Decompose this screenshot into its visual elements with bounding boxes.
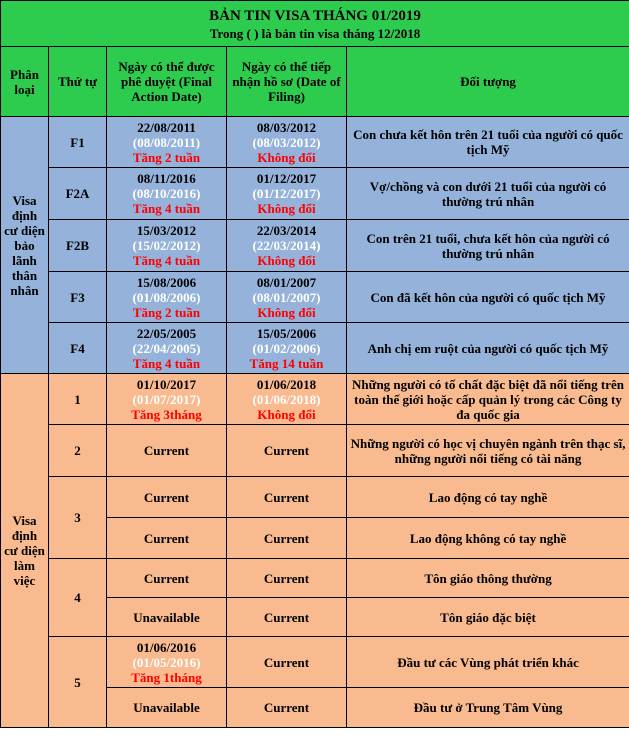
final-action-cell: Current xyxy=(107,425,227,477)
final-action-cell: 01/06/2016 (01/05/2016) Tăng 1tháng xyxy=(107,637,227,688)
final-action-cell: 22/08/2011 (08/08/2011) Tăng 2 tuần xyxy=(107,117,227,168)
row-code: F2A xyxy=(49,168,107,220)
header-final-action-date: Ngày có thể được phê duyệt (Final Action Date) xyxy=(107,47,227,117)
row-code: 1 xyxy=(49,374,107,425)
subject-cell: Anh chị em ruột của người có quốc tịch Mỹ xyxy=(347,323,629,374)
date-of-filing-cell: Current xyxy=(227,598,347,637)
final-action-cell: Unavailable xyxy=(107,598,227,637)
table-row xyxy=(1,323,629,374)
date-of-filing-cell: Current xyxy=(227,637,347,688)
row-code: 3 xyxy=(49,477,107,559)
subject-cell: Tôn giáo đặc biệt xyxy=(347,598,629,637)
date-of-filing-cell: 22/03/2014 (22/03/2014) Không đổi xyxy=(227,220,347,272)
date-of-filing-cell: Current xyxy=(227,425,347,477)
row-code: 4 xyxy=(49,559,107,637)
header-row xyxy=(1,47,629,117)
row-code: F1 xyxy=(49,117,107,168)
final-action-cell: 01/10/2017 (01/07/2017) Tăng 3tháng xyxy=(107,374,227,425)
header-order: Thứ tự xyxy=(49,47,107,117)
table-row xyxy=(1,168,629,220)
bulletin-title: BẢN TIN VISA THÁNG 01/2019 xyxy=(209,7,421,24)
table-row xyxy=(1,374,629,425)
subject-cell: Con trên 21 tuổi, chưa kết hôn của người có thường trú nhân xyxy=(347,220,629,272)
date-of-filing-cell: 01/12/2017 (01/12/2017) Không đổi xyxy=(227,168,347,220)
date-of-filing-cell: 15/05/2006 (01/02/2006) Tăng 14 tuần xyxy=(227,323,347,374)
title-cell xyxy=(1,1,629,47)
table-row xyxy=(1,477,629,518)
header-date-of-filing: Ngày có thể tiếp nhận hồ sơ (Date of Filing) xyxy=(227,47,347,117)
header-subject: Đối tượng xyxy=(347,47,629,117)
row-code: F2B xyxy=(49,220,107,272)
table-row xyxy=(1,117,629,168)
date-of-filing-cell: Current xyxy=(227,688,347,728)
table-row xyxy=(1,272,629,323)
row-code: 5 xyxy=(49,637,107,728)
date-of-filing-cell: Current xyxy=(227,518,347,559)
final-action-cell: Unavailable xyxy=(107,688,227,728)
title-row xyxy=(1,1,629,47)
row-code: F4 xyxy=(49,323,107,374)
table-row xyxy=(1,425,629,477)
row-code: 2 xyxy=(49,425,107,477)
subject-cell: Lao động có tay nghề xyxy=(347,477,629,518)
subject-cell: Con đã kết hôn của người có quốc tịch Mỹ xyxy=(347,272,629,323)
subject-cell: Đầu tư các Vùng phát triển khác xyxy=(347,637,629,688)
final-action-cell: 08/11/2016 (08/10/2016) Tăng 4 tuần xyxy=(107,168,227,220)
subject-cell: Đầu tư ở Trung Tâm Vùng xyxy=(347,688,629,728)
table-row xyxy=(1,559,629,598)
table-row xyxy=(1,637,629,688)
subject-cell: Tôn giáo thông thường xyxy=(347,559,629,598)
date-of-filing-cell: 08/03/2012 (08/03/2012) Không đổi xyxy=(227,117,347,168)
date-of-filing-cell: 08/01/2007 (08/01/2007) Không đổi xyxy=(227,272,347,323)
final-action-cell: Current xyxy=(107,559,227,598)
category-employment: Visa định cư diện làm việc xyxy=(1,374,49,728)
date-of-filing-cell: 01/06/2018 (01/06/2018) Không đổi xyxy=(227,374,347,425)
date-of-filing-cell: Current xyxy=(227,559,347,598)
subject-cell: Những người có học vị chuyên ngành trên thạc sĩ, những người nổi tiếng có tài năng xyxy=(347,425,629,477)
subject-cell: Lao động không có tay nghề xyxy=(347,518,629,559)
category-family: Visa định cư diện bảo lãnh thân nhân xyxy=(1,117,49,374)
subject-cell: Vợ/chồng và con dưới 21 tuổi của người có thường trú nhân xyxy=(347,168,629,220)
row-code: F3 xyxy=(49,272,107,323)
date-of-filing-cell: Current xyxy=(227,477,347,518)
final-action-cell: 22/05/2005 (22/04/2005) Tăng 4 tuần xyxy=(107,323,227,374)
final-action-cell: 15/08/2006 (01/08/2006) Tăng 2 tuần xyxy=(107,272,227,323)
final-action-cell: Current xyxy=(107,518,227,559)
subject-cell: Con chưa kết hôn trên 21 tuổi của người có quốc tịch Mỹ xyxy=(347,117,629,168)
final-action-cell: Current xyxy=(107,477,227,518)
final-action-cell: 15/03/2012 (15/02/2012) Tăng 4 tuần xyxy=(107,220,227,272)
subject-cell: Những người có tố chất đặc biệt đã nổi tiếng trên toàn thế giới hoặc cấp quản lý trong các Công ty đa quốc gia xyxy=(347,374,629,425)
header-category: Phân loại xyxy=(1,47,49,117)
table-row xyxy=(1,220,629,272)
bulletin-subtitle: Trong ( ) là bản tin visa tháng 12/2018 xyxy=(209,25,421,41)
